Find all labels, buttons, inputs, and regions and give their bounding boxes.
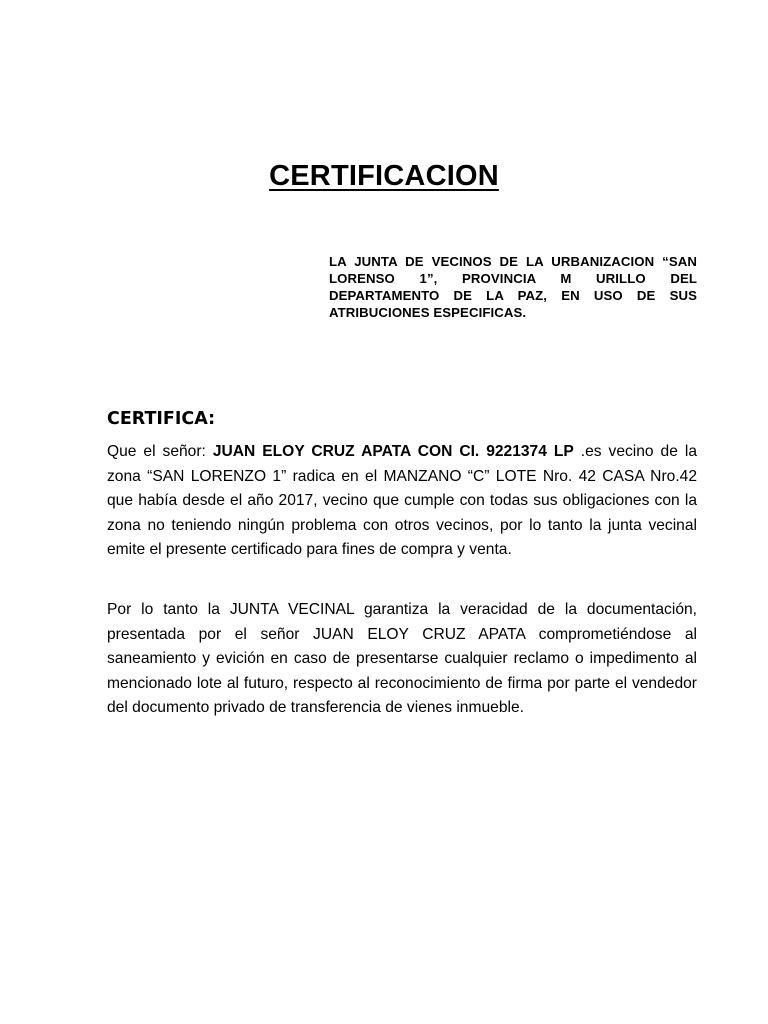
paragraph-1 [107, 440, 697, 563]
paragraph-1-intro: Que el señor: [107, 443, 213, 460]
paragraph-1-subject: JUAN ELOY CRUZ APATA CON CI. 9221374 LP [212, 443, 574, 460]
document-title: CERTIFICACION [269, 160, 499, 192]
paragraph-1-rest: .es vecino de la zona “SAN LORENZO 1” radica en el MANZANO “C” LOTE Nro. 42 CASA Nro.42 que había desde el año 2017, vecino que cumple con todas sus obligaciones con la zona no teniendo ningún problema con otros vecinos, por lo tanto la junta vecinal emite el presente certificado para fines de compra y venta. [107, 443, 697, 559]
paragraph-2: Por lo tanto la JUNTA VECINAL garantiza la veracidad de la documentación, presentada por el señor JUAN ELOY CRUZ APATA comprometiéndose al saneamiento y evición en caso de presentarse cualquier reclamo o impedimento al mencionado lote al futuro, respecto al reconocimiento de firma por parte el vendedor del documento privado de transferencia de vienes inmueble. [107, 601, 697, 717]
section-heading: CERTIFICA: [107, 409, 216, 429]
preamble-text: LA JUNTA DE VECINOS DE LA URBANIZACION “SAN LORENSO 1”, PROVINCIA M URILLO DEL DEPARTAMENTO DE LA PAZ, EN USO DE SUS ATRIBUCIONES ESPECIFICAS. [329, 254, 697, 320]
